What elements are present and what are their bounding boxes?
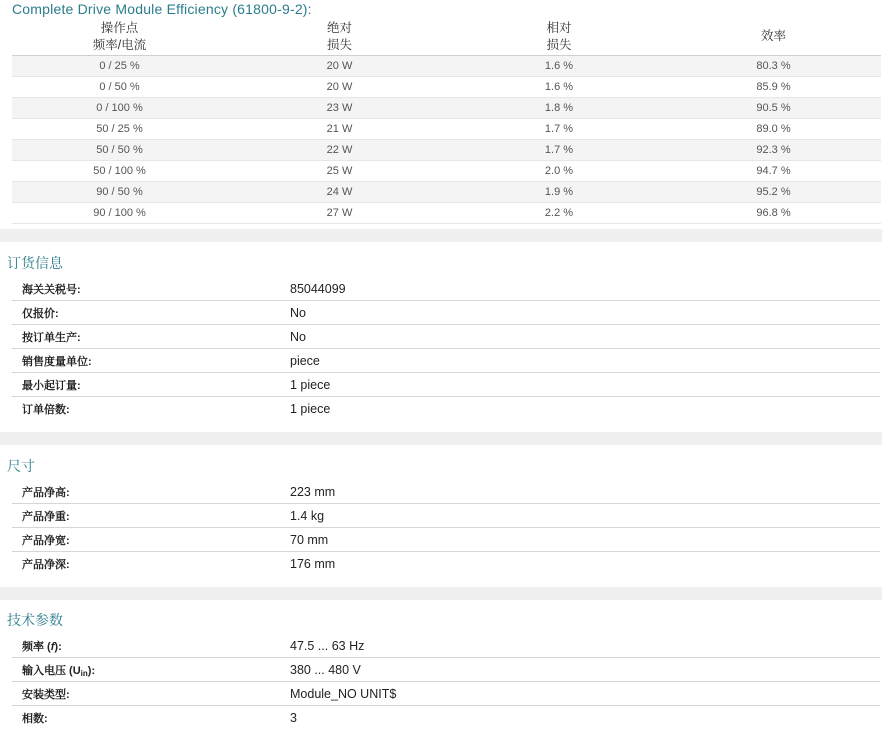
spec-label: 相数: [22,712,48,725]
technical-spec-list [12,634,880,729]
efficiency-cell: 0 / 50 % [12,77,227,98]
efficiency-cell: 22 W [227,140,452,161]
efficiency-cell: 23 W [227,98,452,119]
spec-label: 输入电压 $(U_{in})$: [22,664,96,678]
efficiency-cell: 90 / 100 % [12,203,227,224]
efficiency-cell: 0 / 25 % [12,56,227,77]
efficiency-cell: 80.3 % [666,56,881,77]
efficiency-cell: 92.3 % [666,140,881,161]
efficiency-cell: 24 W [227,182,452,203]
ordering-spec-list [12,277,880,420]
efficiency-cell: 90 / 50 % [12,182,227,203]
spec-value: 1 piece [290,377,331,392]
spec-value: Module_NO UNIT$ [290,686,397,701]
efficiency-cell: 90.5 % [666,98,881,119]
spec-label: 仅报价: [22,307,59,320]
dimensions-section-title: 尺寸 [7,458,35,474]
dimensions-spec-list [12,480,880,575]
spec-row [12,528,880,552]
spec-label: 订单倍数: [22,403,70,416]
efficiency-table [12,18,881,224]
spec-label: 安装类型: [22,688,70,701]
spec-value: 380 ... 480 V [290,662,361,677]
spec-row [12,325,880,349]
efficiency-cell: 1.6 % [452,77,666,98]
spec-label: 产品净重: [22,510,70,523]
efficiency-row [12,140,881,161]
efficiency-cell: 21 W [227,119,452,140]
spec-value: 70 mm [290,532,329,547]
efficiency-cell: 27 W [227,203,452,224]
spec-row [12,634,880,658]
spec-row [12,706,880,729]
efficiency-row [12,119,881,140]
spec-value: No [290,329,306,344]
efficiency-cell: 96.8 % [666,203,881,224]
efficiency-title: Complete Drive Module Efficiency (61800-9-2): [12,1,312,17]
spec-value: 1 piece [290,401,331,416]
section-separator [0,587,882,600]
efficiency-cell: 50 / 50 % [12,140,227,161]
efficiency-row [12,203,881,224]
spec-row [12,504,880,528]
spec-label: 产品净深: [22,558,70,571]
spec-row [12,397,880,420]
spec-value: 3 [290,710,297,725]
spec-row [12,682,880,706]
efficiency-row [12,77,881,98]
efficiency-cell: 1.6 % [452,56,666,77]
ordering-section-title: 订货信息 [7,255,63,271]
efficiency-row [12,56,881,77]
efficiency-row [12,182,881,203]
spec-label: 频率 (f): [22,640,62,653]
efficiency-cell: 94.7 % [666,161,881,182]
efficiency-cell: 25 W [227,161,452,182]
efficiency-cell: 0 / 100 % [12,98,227,119]
efficiency-cell: 2.2 % [452,203,666,224]
technical-section-title: 技术参数 [7,612,63,628]
spec-row [12,552,880,575]
spec-value: 1.4 kg [290,508,325,523]
spec-label: 按订单生产: [22,331,81,344]
efficiency-cell: 2.0 % [452,161,666,182]
efficiency-cell: 89.0 % [666,119,881,140]
spec-row [12,349,880,373]
col-header-relative-loss: 相对 损失 [452,18,666,56]
col-header-efficiency: 效率 [666,18,881,56]
spec-value: 223 mm [290,484,336,499]
spec-label: 海关关税号: [22,283,81,296]
efficiency-header-row [12,18,881,56]
spec-row [12,301,880,325]
spec-row [12,373,880,397]
col-header-operating-point: 操作点 频率/电流 [12,18,227,56]
efficiency-cell: 50 / 25 % [12,119,227,140]
spec-row [12,658,880,682]
efficiency-cell: 1.9 % [452,182,666,203]
efficiency-cell: 1.8 % [452,98,666,119]
spec-label: 销售度量单位: [22,355,92,368]
spec-label: 产品净高: [22,486,70,499]
spec-row [12,480,880,504]
efficiency-cell: 95.2 % [666,182,881,203]
efficiency-cell: 20 W [227,77,452,98]
efficiency-cell: 50 / 100 % [12,161,227,182]
spec-value: No [290,305,306,320]
section-separator [0,432,882,445]
efficiency-cell: 20 W [227,56,452,77]
efficiency-row [12,161,881,182]
spec-value: 47.5 ... 63 Hz [290,638,365,653]
efficiency-cell: 1.7 % [452,140,666,161]
spec-value: 85044099 [290,281,346,296]
section-separator [0,229,882,242]
spec-value: piece [290,353,320,368]
efficiency-row [12,98,881,119]
spec-value: 176 mm [290,556,336,571]
spec-label: 最小起订量: [22,379,81,392]
efficiency-cell: 1.7 % [452,119,666,140]
col-header-absolute-loss: 绝对 损失 [227,18,452,56]
efficiency-cell: 85.9 % [666,77,881,98]
spec-row [12,277,880,301]
spec-label: 产品净宽: [22,534,70,547]
